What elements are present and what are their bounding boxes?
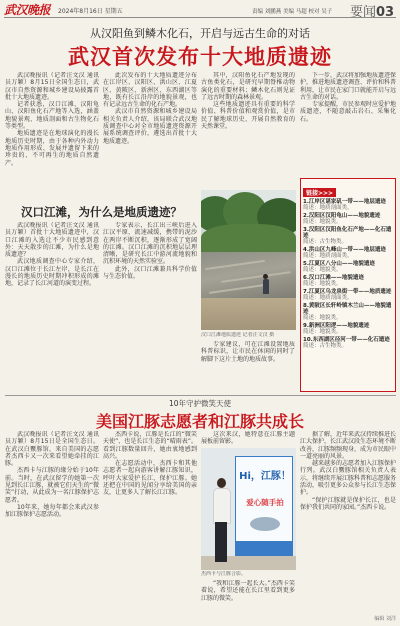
photo-person-head <box>217 478 226 488</box>
link-item-desc: 简述：地貌类。 <box>303 219 342 226</box>
article1-column-1 <box>5 72 99 201</box>
volunteer-photo <box>201 448 296 570</box>
paragraph: 武汉晚报讯（记者汪文汉 通讯员万颖）8月15日全国生态日，武汉市自然资源和城乡建设局披露首批十大地质遗迹。 <box>5 72 99 101</box>
paragraph: “我和江豚一起长大。”杰西卡笑着说，希望还能在长江里看到更多江豚的微笑。 <box>201 580 295 602</box>
paragraph: 在志愿活动中，杰西卡和其他志愿者一起向游客讲解江豚知识，呼吁大家爱护长江、保护江豚。她还把在中国的见闻分享给美国的亲友，让更多人了解长江江豚。 <box>103 460 197 497</box>
link-item-title: 7.江夏区乌龙泉街一带——地质遗迹 <box>303 288 392 295</box>
section-name: 要闻 <box>350 5 377 20</box>
article3-headline: 美国江豚志愿者和江豚共成长 <box>95 412 304 431</box>
article2-headline: 汉口江滩，为什么是地质遗迹？ <box>21 205 182 219</box>
link-item <box>303 199 393 211</box>
link-item-desc: 简述：地貌类。 <box>303 280 342 287</box>
link-item <box>303 323 393 335</box>
link-item-desc: 简述：地貌类。 <box>303 328 342 335</box>
link-item-title: 5.江夏区八分山——地貌遗迹 <box>303 260 375 267</box>
photo-person-body <box>213 488 231 524</box>
paragraph: 专家表示，长江出三峡后进入江汉平原，流速减缓，携带的泥沙在两岸不断沉积，逐渐形成了宽阔的江滩。汉口江滩的沉积地层层理清晰，是研究长江中游河流地貌和沉积环境的天然实验室。 <box>103 222 197 266</box>
paragraph: 杰西卡与江豚的缘分始于10年前。当时，在武汉留学的她第一次见到长江江豚，就被它们天生的“微笑”打动，从此成为一名江豚保护志愿者。 <box>5 467 99 504</box>
paragraph: 其中，汉阳鱼化石产地发现的古鱼类化石，是研究早期脊椎动物演化的重要材料；鳞木化石则见证了远古时期的森林景观。 <box>201 72 295 101</box>
paragraph: 地质遗迹是在地球演化的漫长地质历史时期，由于各种内外动力地质作用形成、发展并遗留下来的珍贵的、不可再生的地质自然遗产。 <box>5 130 99 167</box>
link-item-title: 2.汉阳区汉阳龟山——地貌遗迹 <box>303 212 381 219</box>
paragraph: 此次发布的十大地质遗迹分布在江岸区、汉阳区、洪山区、江夏区、黄陂区、新洲区、东西湖区等地，既有长江沿岸的地貌景观，也有记录远古生命的化石产地。 <box>103 72 197 109</box>
link-item <box>303 213 393 225</box>
paragraph: 这次来汉，她特意在江豚主题展板前留影。 <box>201 431 295 446</box>
paragraph: 杰西卡说，江豚是长江的“微笑天使”，也是长江生态的“晴雨表”。看到江豚数量回升，她由衷地感到高兴。 <box>103 431 197 460</box>
link-item <box>303 261 393 273</box>
paragraph: 武汉晚报讯（记者汪文汉 通讯员万颖）首批十大地质遗迹中，汉口江滩的入选让不少市民感到意外：天天散步的江滩，为什么是地质遗迹？ <box>5 222 99 259</box>
issue-date: 2024年8月16日 星期五 <box>58 8 123 15</box>
link-item-title: 6.汉口江滩——地貌遗迹 <box>303 274 364 281</box>
article1-headline: 武汉首次发布十大地质遗迹 <box>68 45 332 69</box>
sign-subtitle: 爱心随手拍 <box>246 498 284 507</box>
paragraph: 专家提醒，市民参观时应爱护地质遗迹，不随意敲击岩石、采集化石。 <box>300 101 396 123</box>
link-item-title: 9.新洲区阳逻——地貌遗迹 <box>303 322 370 329</box>
paragraph: 10年来，她每年都会来武汉参加江豚保护志愿活动。 <box>5 503 99 519</box>
article1-kicker: 从汉阳鱼到鳞木化石，开启与远古生命的对话 <box>90 27 310 40</box>
link-item-title: 10.东西湖区径河一带——化石遗迹 <box>303 336 390 343</box>
article2-column-3 <box>201 341 295 392</box>
porpoise-sign-board <box>235 456 293 556</box>
link-item <box>303 337 393 349</box>
article3-column-4 <box>300 431 396 613</box>
photo-ground <box>201 298 296 330</box>
article3-column-3-top <box>201 431 295 446</box>
article1-column-2 <box>103 72 197 201</box>
link-item <box>303 247 393 259</box>
links-box <box>300 178 396 392</box>
link-item-desc: 简述：地质剖面类。 <box>303 253 353 260</box>
link-item-desc: 简述：地质剖面类。 <box>303 294 353 301</box>
photo-person-body <box>263 279 269 294</box>
article3-column-3-bottom <box>201 580 295 621</box>
page-number: 03 <box>376 5 395 20</box>
link-item-title: 1.江岸区谌家矶一带——地层遗迹 <box>303 199 386 205</box>
paragraph: 武汉市自然资源和城乡建设局相关负责人介绍，该局联合武汉地质调查中心对全市地质遗迹资源开展系统调查评价，遴选出首批十大地质遗迹。 <box>103 108 197 145</box>
paragraph: 专家建议，可在江滩设置地质科普标识，让市民在休闲的同时了解脚下这片土地的地质故事。 <box>201 341 295 363</box>
sign-title: Hi，江豚！ <box>239 471 291 482</box>
header-rule <box>4 17 396 18</box>
link-item-desc: 简述：古生物类。 <box>303 239 348 246</box>
article1-column-3 <box>201 72 295 186</box>
paragraph: 此外，汉口江滩兼具科学价值与生态价值。 <box>103 265 197 281</box>
link-item-desc: 简述：地质剖面类。 <box>303 205 353 212</box>
sign-band <box>236 541 292 555</box>
link-item-desc: 简述：地貌类。 <box>303 314 342 321</box>
paragraph: 这些地质遗迹具有重要的科学价值、科普价值和观赏价值，是市民了解地球历史、开展自然教育的天然课堂。 <box>201 101 295 131</box>
article2-column-2 <box>103 222 197 392</box>
article3-column-1 <box>5 431 99 621</box>
link-item-desc: 简述：地貌类。 <box>303 267 342 274</box>
paragraph: 越来越多的志愿者加入江豚保护行列。武汉白鱀豚馆相关负责人表示，将继续开展江豚科普和志愿服务活动，吸引更多公众参与长江生态保护。 <box>300 460 396 497</box>
riverbank-photo <box>201 190 296 330</box>
editorial-staff: 责编 刘鹏燕 美编 马超 校对 吴子 <box>252 9 333 15</box>
paragraph: 记者获悉，汉口江滩、汉阳龟山、汉阳鱼化石产地等入选，涵盖地貌景观、地质剖面和古生物化石等类型。 <box>5 101 99 131</box>
masthead-logo: 武汉晚报 <box>4 3 51 17</box>
link-item <box>303 289 393 301</box>
porpoise-icon <box>250 517 280 531</box>
editor-credit: 编辑 刘洋 <box>374 616 396 622</box>
photo-person-legs <box>215 522 227 562</box>
article2-column-1 <box>5 222 99 392</box>
article1-column-4 <box>300 72 396 175</box>
article3-column-2 <box>103 431 197 621</box>
links-list <box>303 199 393 349</box>
paragraph: 武汉晚报讯（记者汪文汉 通讯员万颖）8月15日是全国生态日。在武汉白鱀豚馆，来自美国的志愿者杰西卡又一次来看望她牵挂的江豚。 <box>5 431 99 468</box>
link-item-title: 8.黄陂区长轩岭镇木兰山——地貌遗迹 <box>303 302 392 315</box>
link-item <box>303 227 393 246</box>
paragraph: 武汉地质调查中心专家介绍，汉口江滩位于长江左岸，是长江在漫长的地质历史时期冲积形成的滩地，记录了长江河道的演变过程。 <box>5 258 99 288</box>
link-item-title: 3.汉阳区汉阳鱼化石产地——化石遗迹 <box>303 226 392 240</box>
links-box-label: 链接>>> <box>303 188 336 197</box>
link-item-title: 4.洪山区九峰山一带——地层遗迹 <box>303 246 386 253</box>
paragraph: 据了解，近年来武汉持续推进长江大保护，长江武汉段生态环境不断改善，江豚频频现身，成为市民眼中一道亮丽的风景。 <box>300 431 396 460</box>
paragraph: “保护江豚就是保护长江，也是保护我们共同的家园。”杰西卡说。 <box>300 496 396 511</box>
riverbank-photo-caption: 汉口江滩地质遗迹 记者汪文汉 摄 <box>201 332 275 338</box>
article3-kicker: 10年守护微笑天使 <box>168 399 232 408</box>
section-divider <box>5 395 396 396</box>
paragraph: 下一步，武汉将加强地质遗迹保护，推进地质遗迹调查、评价和科普利用，让市民在家门口就能开启与远古生命的对话。 <box>300 72 396 101</box>
link-item-desc: 简述：古生物类。 <box>303 342 348 349</box>
link-item <box>303 275 393 287</box>
volunteer-photo-caption: 杰西卡与江豚合影。 <box>201 571 247 577</box>
link-item <box>303 303 393 322</box>
